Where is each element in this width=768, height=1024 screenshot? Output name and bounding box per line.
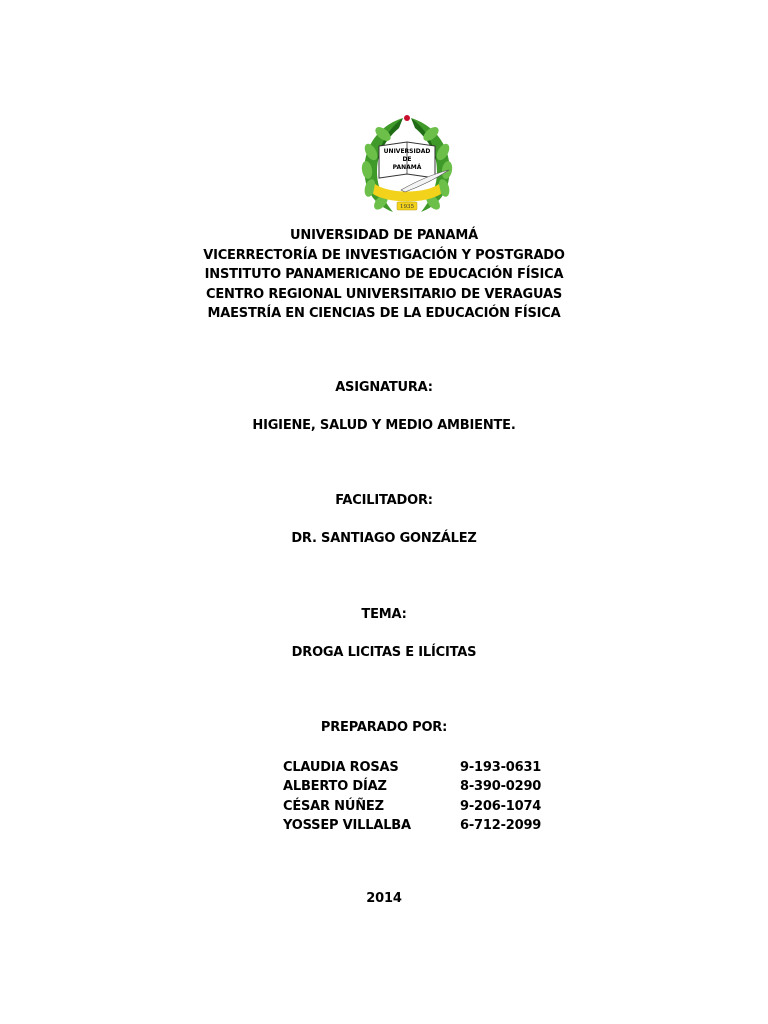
header-line-centro-regional: CENTRO REGIONAL UNIVERSITARIO DE VERAGUAS: [206, 286, 562, 302]
topic-value: DROGA LICITAS E ILÍCITAS: [291, 645, 477, 660]
author-id: 9-193-0631: [460, 760, 542, 775]
subject-label: ASIGNATURA:: [335, 380, 433, 395]
prepared-by-label: PREPARADO POR:: [320, 720, 448, 735]
author-id: 6-712-2099: [460, 817, 542, 833]
author-id: 8-390-0290: [460, 779, 542, 795]
header-line-university: UNIVERSIDAD DE PANAMÁ: [290, 228, 478, 243]
author-id: 9-206-1074: [460, 798, 542, 814]
facilitator-value: DR. SANTIAGO GONZÁLEZ: [291, 531, 477, 546]
header-line-vicerrectoria: VICERRECTORÍA DE INVESTIGACIÓN Y POSTGRADO: [203, 247, 565, 263]
document-year: 2014: [366, 891, 402, 906]
seal-text-line2: DE: [402, 156, 412, 163]
seal-text-line1: UNIVERSIDAD: [383, 148, 431, 155]
facilitator-label: FACILITADOR:: [335, 493, 433, 508]
author-row: [283, 797, 563, 816]
topic-label: TEMA:: [361, 607, 407, 622]
author-row: [283, 777, 563, 796]
author-row: [283, 816, 563, 835]
header-line-maestria: MAESTRÍA EN CIENCIAS DE LA EDUCACIÓN FÍSICA: [207, 306, 561, 321]
subject-value: HIGIENE, SALUD Y MEDIO AMBIENTE.: [252, 418, 516, 433]
institution-header: [0, 226, 768, 324]
authors-list: [283, 758, 563, 835]
author-name: YOSSEP VILLALBA: [283, 817, 411, 833]
university-seal-logo: [357, 112, 457, 222]
author-name: CLAUDIA ROSAS: [283, 760, 399, 775]
author-row: [283, 758, 563, 777]
author-name: CÉSAR NÚÑEZ: [283, 798, 384, 814]
seal-text-line3: PANAMÁ: [392, 164, 422, 171]
seal-year: 1935: [400, 204, 414, 210]
author-name: ALBERTO DÍAZ: [283, 779, 387, 795]
header-line-instituto: INSTITUTO PANAMERICANO DE EDUCACIÓN FÍSICA: [204, 267, 564, 282]
